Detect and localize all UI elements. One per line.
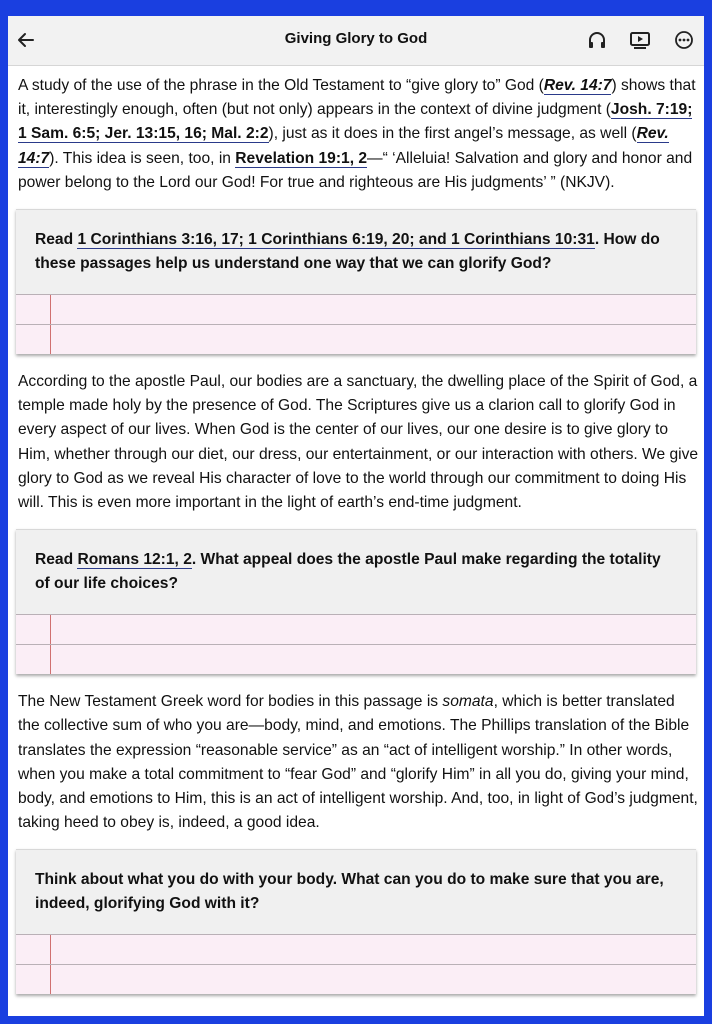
text: . How do these passages help us understand one way that we can glorify God? bbox=[35, 231, 660, 273]
answer-line[interactable] bbox=[16, 964, 696, 994]
page-title: Giving Glory to God bbox=[284, 30, 428, 47]
text: —“ ‘Alleluia! Salvation and glory and honor and power belong to the Lord our God! For true and righteous are His judgments’ ” (NKJV). bbox=[18, 149, 693, 191]
paragraph-2: According to the apostle Paul, our bodies are a sanctuary, the dwelling place of the Spirit of God, a temple made holy by the presence of God. The Scriptures give us a clarion call to glorify God in every aspect of our lives. When God is the center of our lives, our one desire is to give glory to Him, whether through our diet, our dress, our entertainment, or our interaction with others. We give glory to God as we reveal His character of love to the world through our commitment to doing His will. This is even more important in the light of earth’s end-time judgment. bbox=[18, 373, 699, 512]
bible-ref-link[interactable]: Rev. 14:7 bbox=[18, 125, 669, 167]
back-arrow-icon[interactable] bbox=[14, 28, 38, 52]
text: Read bbox=[35, 231, 78, 249]
bible-ref-link[interactable]: Rev. 14:7 bbox=[543, 77, 612, 94]
text: . What appeal does the apostle Paul make regarding the totality of our life choices? bbox=[35, 551, 661, 593]
answer-line[interactable] bbox=[16, 294, 696, 324]
text: A study of the use of the phrase in the Old Testament to “give glory to” God ( bbox=[18, 77, 544, 94]
question-text: Think about what you do with your body. What can you do to make sure that you are, indeed, glorifying God with it? bbox=[35, 871, 664, 913]
answer-line[interactable] bbox=[16, 644, 696, 674]
question-box-2 bbox=[16, 529, 696, 674]
video-icon[interactable] bbox=[627, 27, 653, 53]
top-bar bbox=[8, 0, 704, 66]
paragraph-1 bbox=[8, 66, 704, 195]
bible-ref-link[interactable]: Josh. 7:19; 1 Sam. 6:5; Jer. 13:15, 16; Mal. 2:2 bbox=[18, 101, 693, 143]
more-icon[interactable] bbox=[671, 27, 697, 53]
text: ). This idea is seen, too, in bbox=[49, 149, 236, 167]
text: ), just as it does in the first angel’s message, as well ( bbox=[268, 125, 637, 143]
text: , which is better translated the collective sum of who you are—body, mind, and emotions. The Phillips translation of the Bible translates the expression “reasonable service” as an “act of intelligent worship.” In other words, when you make a total commitment to “fear God” and “glorify Him” in all you do, giving your mind, body, and emotions to Him, this is an act of intelligent worship. And, too, in light of God’s judgment, taking heed to obey is, indeed, a good idea. bbox=[18, 693, 698, 832]
paragraph-3 bbox=[8, 674, 704, 835]
headphones-icon[interactable] bbox=[584, 27, 610, 53]
answer-area[interactable] bbox=[16, 614, 696, 674]
text: ) shows that it, interestingly enough, often (but not only) appears in the context of divine judgment ( bbox=[18, 77, 696, 119]
bible-ref-link[interactable]: Romans 12:1, 2 bbox=[77, 551, 192, 569]
text: The New Testament Greek word for bodies in this passage is bbox=[18, 693, 443, 711]
bible-ref-link[interactable]: 1 Corinthians 3:16, 17; 1 Corinthians 6:19, 20; and 1 Corinthians 10:31 bbox=[77, 231, 595, 249]
answer-line[interactable] bbox=[16, 614, 696, 644]
answer-line[interactable] bbox=[16, 934, 696, 964]
text: Read bbox=[35, 551, 78, 569]
bible-ref-link[interactable]: Revelation 19:1, 2 bbox=[235, 149, 368, 167]
question-box-1 bbox=[16, 209, 696, 354]
answer-area[interactable] bbox=[16, 934, 696, 994]
emphasis-text: somata bbox=[442, 693, 494, 711]
answer-line[interactable] bbox=[16, 324, 696, 354]
app-frame bbox=[8, 0, 704, 1016]
question-text bbox=[16, 530, 696, 614]
question-text bbox=[16, 210, 696, 294]
answer-area[interactable] bbox=[16, 294, 696, 354]
lesson-content bbox=[8, 66, 704, 994]
question-box-3 bbox=[16, 849, 696, 994]
